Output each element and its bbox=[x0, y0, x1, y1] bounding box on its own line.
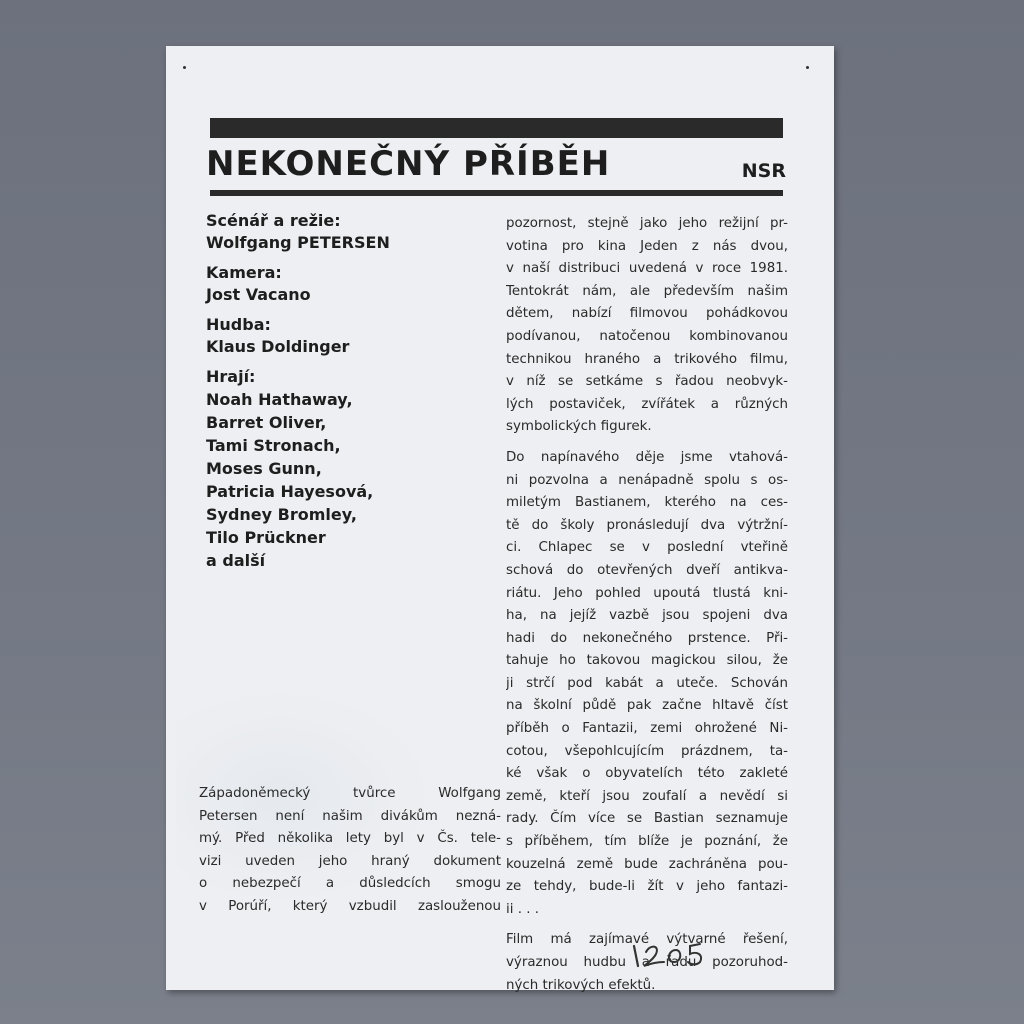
text-line: vizi uveden jeho hraný dokument bbox=[199, 853, 501, 869]
text-line: technikou hraného a trikového filmu, bbox=[506, 351, 788, 367]
credit-name: Klaus Doldinger bbox=[206, 337, 350, 356]
text-line: na školní půdě pak začne hltavě číst bbox=[506, 698, 788, 714]
text-line: lých postaviček, zvířátek a různých bbox=[506, 396, 788, 412]
country-code: NSR bbox=[741, 160, 786, 182]
paragraph-2 bbox=[506, 447, 788, 921]
cast-member: Tilo Prückner bbox=[206, 528, 326, 547]
cast-member: Tami Stronach, bbox=[206, 436, 341, 455]
text-line: miletým Bastianem, kterého na ces- bbox=[506, 495, 788, 511]
paragraph-spacer bbox=[506, 439, 788, 447]
text-line: schová do otevřených dveří antikva- bbox=[506, 562, 788, 578]
text-line: Do napínavého děje jsme vtahová- bbox=[506, 449, 788, 465]
text-line: příběh o Fantazii, zemi ohrožené Ni- bbox=[506, 721, 788, 737]
header-rule-thick bbox=[210, 118, 783, 138]
text-line: mý. Před několika lety byl v Čs. tele- bbox=[199, 831, 501, 847]
credit-music bbox=[206, 314, 476, 358]
text-line: výraznou hudbu a řadu pozoruhod- bbox=[506, 955, 788, 970]
text-line: v naší distribuci uvedená v roce 1981. bbox=[506, 261, 788, 277]
credit-name: Wolfgang PETERSEN bbox=[206, 233, 390, 252]
credit-label: Kamera: bbox=[206, 263, 282, 282]
cast-label: Hrají: bbox=[206, 367, 256, 386]
text-line: Petersen není našim divákům nezná- bbox=[199, 808, 501, 824]
text-line: země, kteří jsou zoufalí a nevědí si bbox=[506, 788, 788, 804]
text-line: ni pozvolna a nenápadně spolu s os- bbox=[506, 472, 788, 488]
cast-member: Moses Gunn, bbox=[206, 459, 322, 478]
credit-camera bbox=[206, 262, 476, 306]
text-line: ji strčí pod kabát a uteče. Schován bbox=[506, 675, 788, 691]
credit-label: Hudba: bbox=[206, 315, 271, 334]
intro-paragraph bbox=[199, 783, 501, 919]
cast-member: Sydney Bromley, bbox=[206, 505, 357, 524]
credit-cast bbox=[206, 366, 476, 572]
text-line: ii . . . bbox=[506, 901, 539, 917]
cast-member: Noah Hathaway, bbox=[206, 390, 353, 409]
pin-hole bbox=[806, 66, 809, 69]
credit-name: Jost Vacano bbox=[206, 285, 311, 304]
text-line: Film má zajímavé výtvarné řešení, bbox=[506, 932, 788, 948]
text-line: v níž se setkáme s řadou neobvyk- bbox=[506, 374, 788, 390]
pin-hole bbox=[183, 66, 186, 69]
text-line: Tentokrát nám, ale především našim bbox=[506, 283, 788, 299]
text-line: v Porúří, který vzbudil zaslouženou bbox=[199, 898, 501, 914]
text-line: votina pro kina Jeden z nás dvou, bbox=[506, 238, 788, 254]
text-line: riátu. Jeho pohled upoutá tlustá kni- bbox=[506, 585, 788, 601]
credit-label: Scénář a režie: bbox=[206, 211, 341, 230]
text-line: ze tehdy, bude-li žít v jeho fantazi- bbox=[506, 879, 788, 895]
text-line: symbolických figurek. bbox=[506, 419, 652, 435]
text-line: rady. Čím více se Bastian seznamuje bbox=[506, 811, 788, 827]
text-line: s příběhem, tím blíže je poznání, že bbox=[506, 834, 788, 850]
text-line: hadi do nekonečného prstence. Při- bbox=[506, 630, 788, 646]
text-line: ci. Chlapec se v poslední vteřině bbox=[506, 540, 788, 556]
text-line: ha, na jejíž vazbě jsou spojeni dva bbox=[506, 608, 788, 624]
cast-member: Barret Oliver, bbox=[206, 413, 327, 432]
film-leaflet-page bbox=[166, 46, 834, 993]
text-line: kouzelná země bude zachráněna pou- bbox=[506, 856, 788, 872]
paragraph-spacer bbox=[506, 921, 788, 929]
text-line: cotou, všepohlcujícím prázdnem, ta- bbox=[506, 743, 788, 759]
cast-member: Patricia Hayesová, bbox=[206, 482, 374, 501]
handwritten-number-1205 bbox=[628, 932, 728, 972]
text-line: pozornost, stejně jako jeho režijní pr- bbox=[506, 216, 788, 231]
text-line: tě do školy pronásledují dva výtržní- bbox=[506, 517, 788, 533]
paragraph-1 bbox=[506, 213, 788, 439]
text-line: tahuje ho takovou magickou silou, že bbox=[506, 653, 788, 669]
text-line: Západoněmecký tvůrce Wolfgang bbox=[199, 786, 501, 801]
text-line: ké však o obyvatelích této zakleté bbox=[506, 766, 788, 782]
film-title: NEKONEČNÝ PŘÍBĚH bbox=[206, 144, 611, 184]
credit-screenplay-direction bbox=[206, 210, 476, 254]
text-line: dětem, nabízí filmovou pohádkovou bbox=[506, 306, 788, 322]
text-line: o nebezpečí a důsledcích smogu bbox=[199, 876, 501, 892]
credits-block bbox=[206, 210, 476, 580]
cast-member: a další bbox=[206, 551, 266, 570]
header-rule-thin bbox=[210, 190, 783, 196]
text-line: podívanou, natočenou kombinovanou bbox=[506, 328, 788, 344]
body-column bbox=[506, 213, 788, 997]
text-line: ných trikových efektů. bbox=[506, 977, 656, 993]
